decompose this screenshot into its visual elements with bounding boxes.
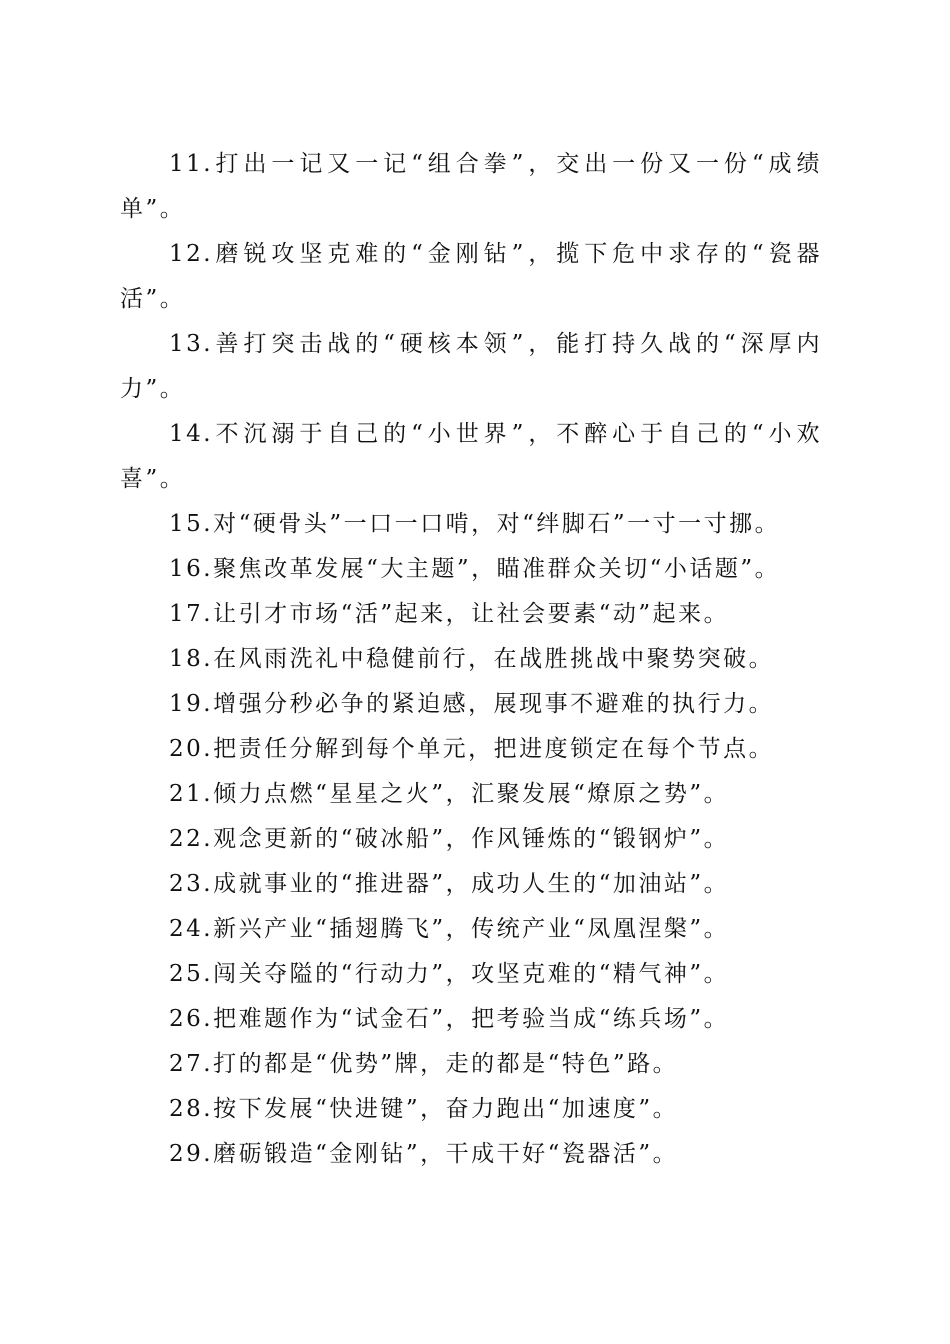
paragraph-24: 24.新兴产业“插翅腾飞”，传统产业“凤凰涅槃”。	[169, 916, 730, 942]
paragraph-14: 14.不沉溺于自己的“小世界”，不醉心于自己的“小欢喜”。	[120, 421, 822, 492]
paragraph-20: 20.把责任分解到每个单元，把进度锁定在每个节点。	[169, 736, 775, 762]
paragraph-29: 29.磨砺锻造“金刚钻”，干成干好“瓷器活”。	[169, 1141, 679, 1167]
paragraph-18: 18.在风雨洗礼中稳健前行，在战胜挑战中聚势突破。	[169, 646, 775, 672]
paragraph-19: 19.增强分秒必争的紧迫感，展现事不避难的执行力。	[169, 691, 775, 717]
paragraph-11: 11.打出一记又一记“组合拳”，交出一份又一份“成绩单”。	[120, 151, 822, 222]
paragraph-23: 23.成就事业的“推进器”，成功人生的“加油站”。	[169, 871, 730, 897]
paragraph-22: 22.观念更新的“破冰船”，作风锤炼的“锻钢炉”。	[169, 826, 730, 852]
document-body	[120, 142, 822, 1177]
paragraph-13: 13.善打突击战的“硬核本领”，能打持久战的“深厚内力”。	[120, 331, 822, 402]
paragraph-26: 26.把难题作为“试金石”，把考验当成“练兵场”。	[169, 1006, 730, 1032]
paragraph-21: 21.倾力点燃“星星之火”，汇聚发展“燎原之势”。	[169, 781, 730, 807]
paragraph-16: 16.聚焦改革发展“大主题”，瞄准群众关切“小话题”。	[169, 556, 781, 582]
paragraph-12: 12.磨锐攻坚克难的“金刚钻”，揽下危中求存的“瓷器活”。	[120, 241, 822, 312]
paragraph-15: 15.对“硬骨头”一口一口啃，对“绊脚石”一寸一寸挪。	[169, 511, 781, 537]
paragraph-27: 27.打的都是“优势”牌，走的都是“特色”路。	[169, 1051, 679, 1077]
paragraph-25: 25.闯关夺隘的“行动力”，攻坚克难的“精气神”。	[169, 961, 730, 987]
paragraph-17: 17.让引才市场“活”起来，让社会要素“动”起来。	[169, 601, 730, 627]
paragraph-28: 28.按下发展“快进键”，奋力跑出“加速度”。	[169, 1096, 679, 1122]
